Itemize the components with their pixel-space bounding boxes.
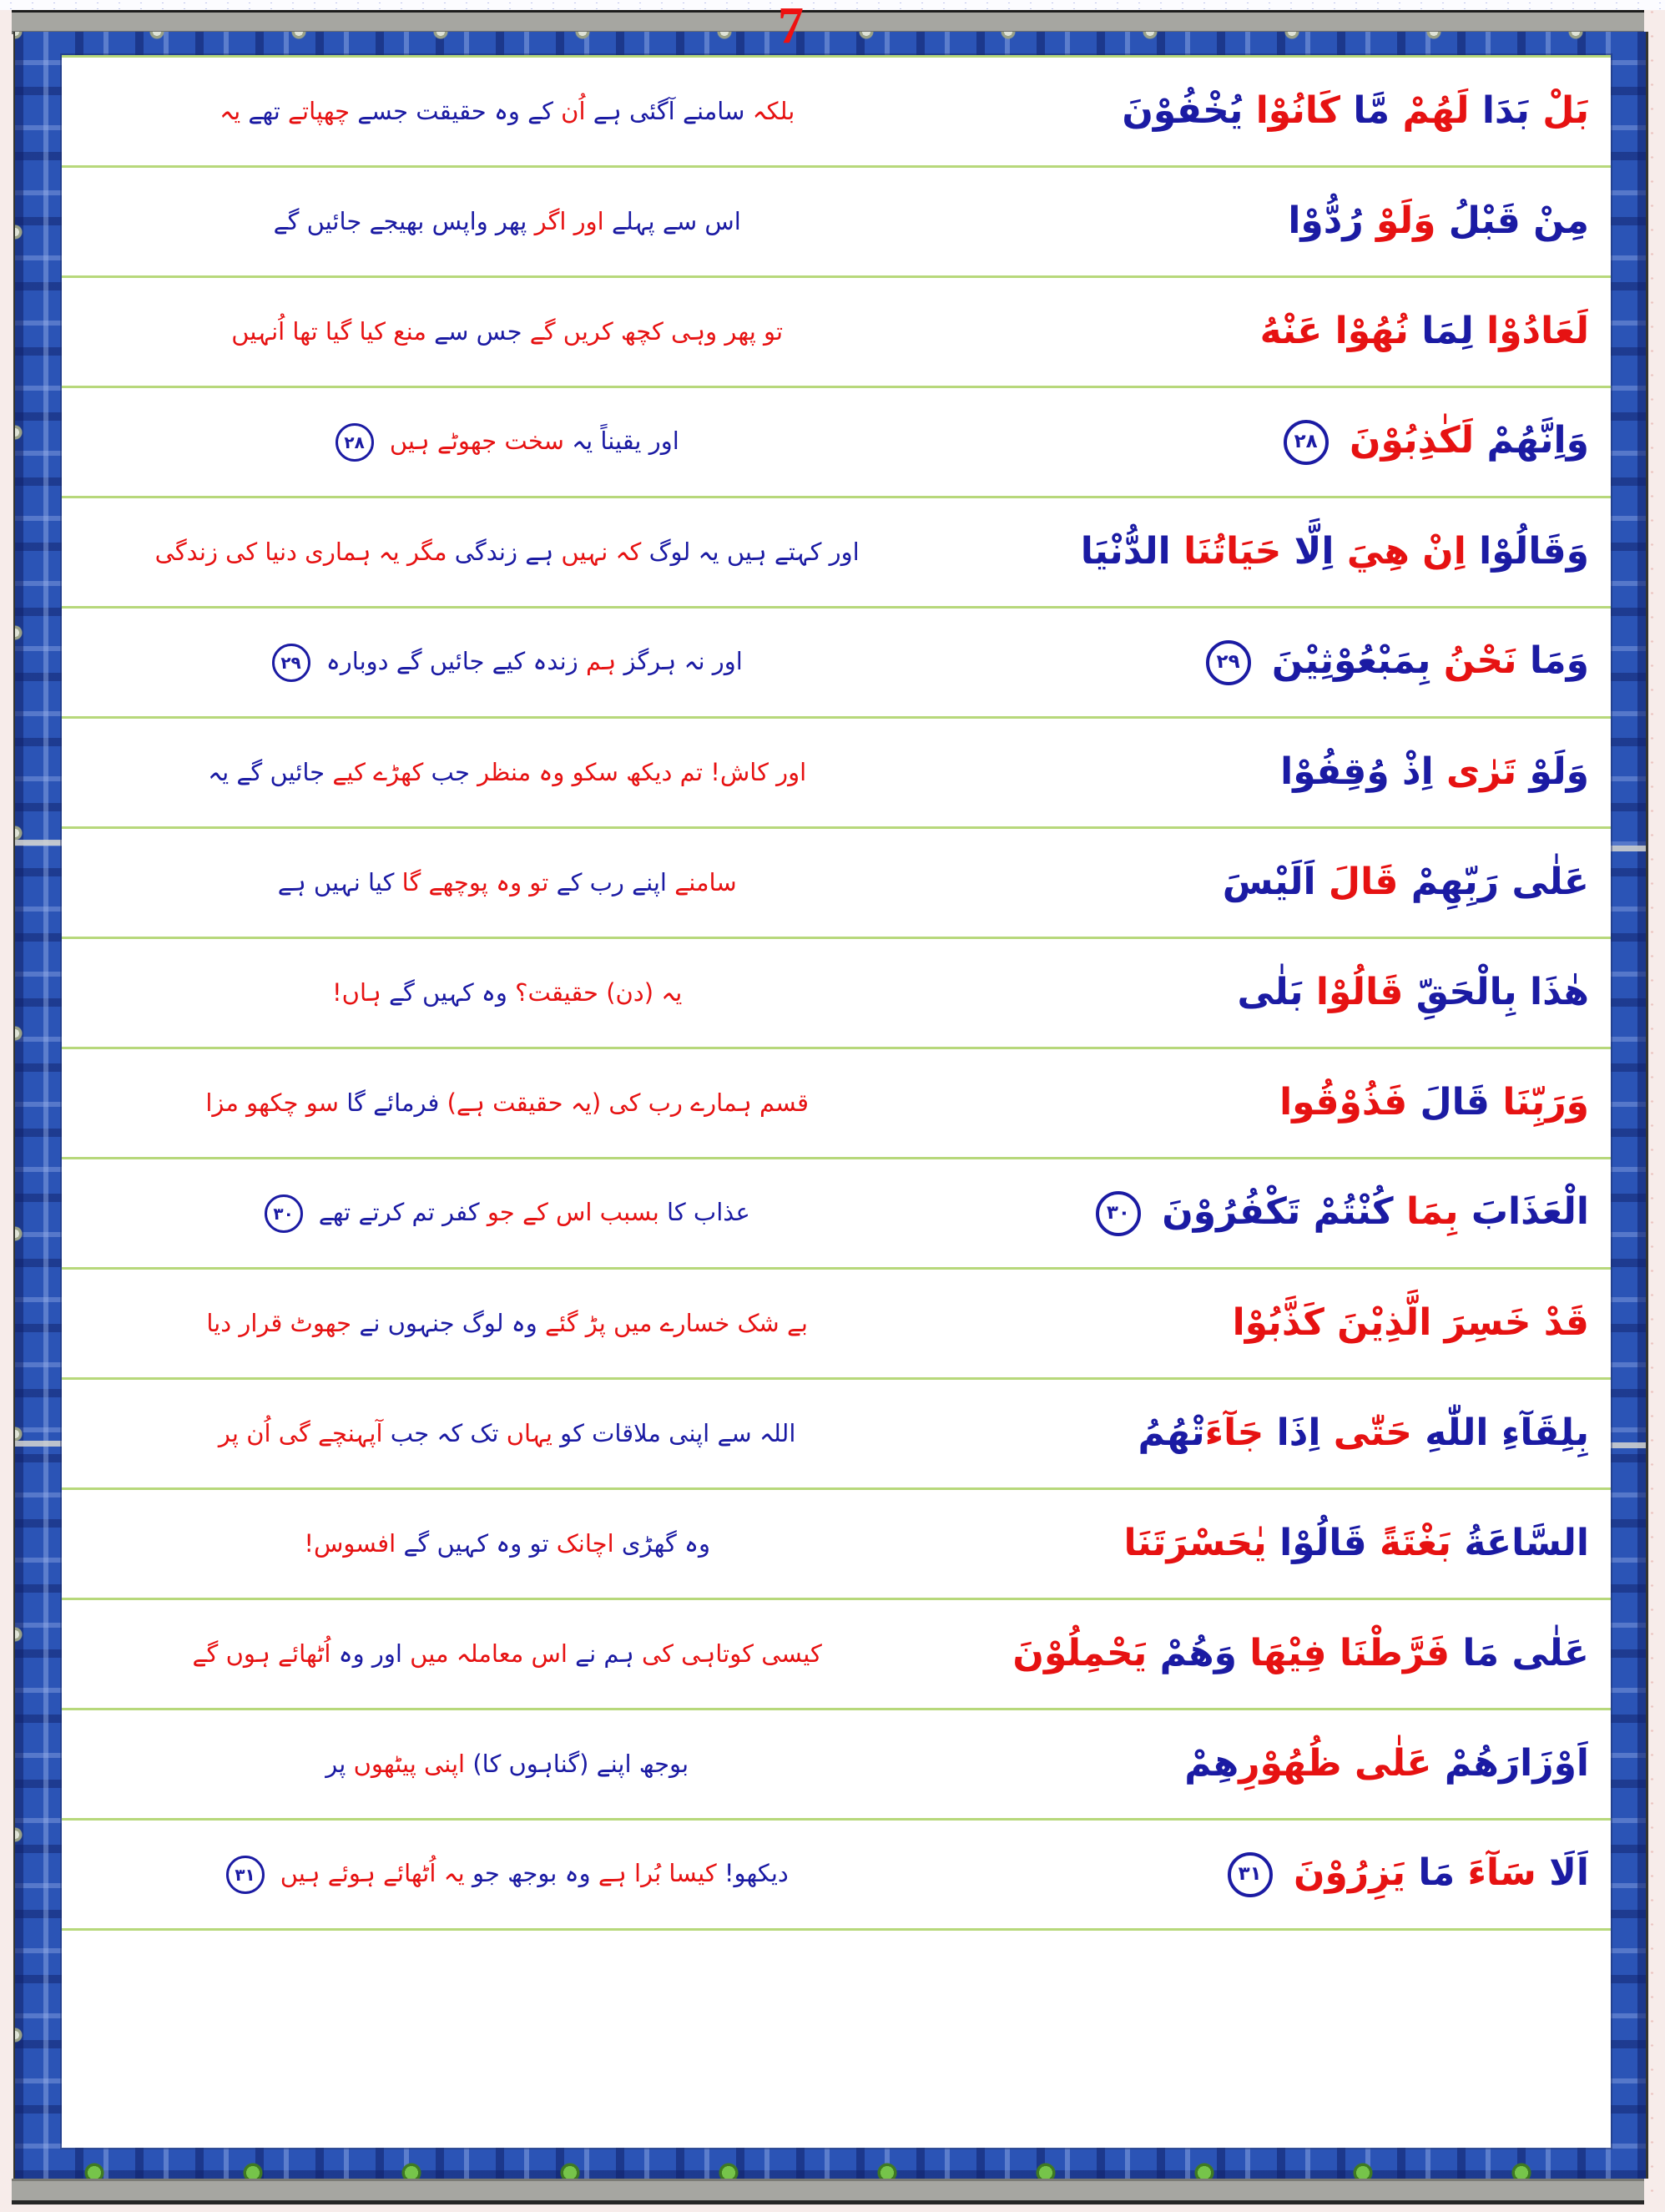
- text-segment: وَهُمْ: [1159, 1632, 1237, 1675]
- text-segment: هٰذَا بِالْحَقِّ: [1415, 971, 1589, 1014]
- text-segment: بِلِقَآءِ اللّٰهِ: [1425, 1412, 1589, 1455]
- text-segment: يَزِرُوْنَ: [1293, 1851, 1406, 1894]
- text-segment: اچانک: [556, 1529, 614, 1558]
- text-segment: قَالُوْا: [1315, 971, 1404, 1014]
- text-segment: قَدْ خَسِرَ الَّذِيْنَ كَذَّبُوْا: [1232, 1301, 1589, 1345]
- text-segment: اپنے رب کے: [556, 868, 667, 897]
- scan-seam: [15, 1441, 62, 1447]
- text-segment: نَحْنُ: [1443, 639, 1517, 682]
- text-segment: يُخْفُوْنَ: [1122, 89, 1244, 133]
- text-segment: بے شک خسارے میں پڑ گئے: [544, 1309, 809, 1338]
- text-segment: اَوْزَارَهُمْ: [1444, 1742, 1589, 1785]
- text-segment: ہے زندگی: [454, 538, 554, 567]
- text-segment: کیا نہیں ہے: [277, 868, 395, 897]
- text-segment: كُنْتُمْ تَكْفُرُوْنَ: [1162, 1189, 1394, 1233]
- arabic-verse-text: [929, 90, 1611, 133]
- text-segment: يَحْمِلُوْنَ: [1012, 1632, 1148, 1675]
- ornate-border: [13, 32, 1648, 2179]
- arabic-verse-text: [929, 1412, 1611, 1455]
- text-segment: اور یقیناً یہ: [572, 426, 679, 455]
- text-segment: اَلَا: [1549, 1851, 1589, 1894]
- verse-row: [62, 1049, 1611, 1159]
- verse-row: [62, 498, 1611, 609]
- text-segment: تھے: [248, 97, 280, 126]
- verse-rows: [62, 58, 1611, 1931]
- text-segment: جب: [431, 758, 470, 787]
- text-segment: سَآءَ: [1467, 1851, 1536, 1894]
- verse-row: [62, 278, 1611, 388]
- urdu-translation: [62, 976, 929, 1010]
- verse-row: [62, 168, 1611, 278]
- text-segment: تو وہ پوچھے گا: [401, 868, 549, 897]
- text-segment: لَعَادُوْا: [1486, 310, 1589, 353]
- text-segment: کیسا بُرا ہے: [598, 1858, 717, 1887]
- arabic-verse-text: [929, 1302, 1611, 1345]
- verse-row: [62, 939, 1611, 1049]
- text-segment: وَاِنَّهُمْ: [1486, 418, 1589, 462]
- verse-row: [62, 1380, 1611, 1490]
- text-segment: بَلٰى: [1237, 971, 1304, 1014]
- text-segment: قَالَ: [1328, 861, 1399, 904]
- text-segment: منع کیا گیا تھا اُنہیں: [231, 317, 426, 346]
- text-segment: تو وہ کہیں گے: [403, 1529, 549, 1558]
- text-segment: يٰحَسْرَتَنَا: [1123, 1522, 1267, 1565]
- text-segment: تک کہ جب: [390, 1419, 499, 1448]
- text-segment: پر: [325, 1750, 346, 1779]
- text-segment: اور کاش! تم دیکھ سکو وہ منظر: [477, 758, 807, 787]
- arabic-verse-text: [929, 311, 1611, 353]
- text-segment: اور نہ ہرگز: [623, 646, 743, 675]
- text-segment: فَذُوْقُوا: [1279, 1081, 1408, 1124]
- urdu-translation: [62, 644, 929, 682]
- text-segment: اَلَيْسَ: [1222, 861, 1316, 904]
- urdu-translation: [62, 1306, 929, 1341]
- text-segment: جائیں گے یہ: [208, 758, 325, 787]
- text-segment: قسم ہمارے رب کی (یہ حقیقت ہے): [447, 1088, 809, 1118]
- text-segment: وَلَوْ: [1376, 199, 1436, 243]
- arabic-verse-text: [929, 861, 1611, 904]
- text-segment: کہ نہیں: [561, 538, 642, 567]
- text-segment: اِذْ وُقِفُوْا: [1280, 750, 1434, 794]
- text-segment: کیسی کوتاہی کی: [641, 1639, 822, 1669]
- text-segment: قَالَ: [1420, 1081, 1490, 1124]
- text-segment: تَرٰى: [1446, 750, 1517, 794]
- text-segment: سو چکھو مزا: [205, 1088, 339, 1118]
- text-segment: وَقَالُوْا: [1479, 530, 1589, 573]
- text-segment: دیکھو!: [724, 1858, 789, 1887]
- text-segment: وَلَوْ: [1529, 750, 1589, 794]
- arabic-verse-text: [929, 751, 1611, 794]
- verse-number-circle: ۳۱: [1228, 1852, 1273, 1897]
- verse-number-circle: ۲۹: [272, 644, 310, 682]
- urdu-translation: [62, 1856, 929, 1894]
- text-segment: جھوٹ قرار دیا: [206, 1309, 352, 1338]
- text-segment: چھپاتے: [288, 97, 350, 126]
- text-segment: لَهُمْ: [1402, 89, 1470, 133]
- urdu-translation: [62, 1527, 929, 1561]
- text-segment: اور کہتے ہیں یہ لوگ: [648, 538, 860, 567]
- text-segment: بَغْتَةً: [1380, 1522, 1452, 1565]
- arabic-verse-text: [929, 1633, 1611, 1675]
- text-segment: اِلَّا: [1294, 530, 1335, 573]
- text-segment: عَلٰى ظُهُوْرِ: [1239, 1742, 1432, 1785]
- text-segment: مَّا: [1353, 89, 1390, 133]
- text-segment: الْعَذَابَ: [1471, 1189, 1589, 1233]
- text-segment: عذاب کا: [667, 1197, 750, 1226]
- text-segment: وَرَبِّنَا: [1502, 1081, 1589, 1124]
- text-segment: سامنے آگئی ہے: [593, 97, 745, 126]
- text-segment: یہاں: [506, 1419, 552, 1448]
- urdu-translation: [62, 755, 929, 790]
- verse-row: [62, 1159, 1611, 1270]
- text-segment: بِمَبْعُوْثِيْنَ: [1271, 639, 1431, 682]
- verse-number-circle: ۲۹: [1206, 640, 1251, 685]
- text-segment: تْهُمُ: [1138, 1412, 1205, 1455]
- scan-edge-top: [0, 0, 1665, 10]
- text-segment: فرمائے گا: [346, 1088, 440, 1118]
- text-segment: کفر تم کرتے تھے: [318, 1197, 480, 1226]
- page-content-area: [62, 55, 1611, 2148]
- urdu-translation: [62, 1417, 929, 1451]
- arabic-verse-text: [929, 1743, 1611, 1785]
- scan-seam: [1611, 846, 1646, 851]
- scan-seam: [15, 840, 62, 846]
- text-segment: اُن: [561, 97, 586, 126]
- urdu-translation: [62, 1194, 929, 1233]
- text-segment: لِمَا: [1421, 310, 1474, 353]
- text-segment: ہم نے: [575, 1639, 634, 1669]
- text-segment: زندہ کیے جائیں گے دوبارہ: [325, 646, 578, 675]
- bottom-frame-bar: [12, 2179, 1644, 2204]
- text-segment: سخت جھوٹے ہیں: [389, 426, 564, 455]
- text-segment: نُهُوْا عَنْهُ: [1259, 310, 1409, 353]
- text-segment: رُدُّوْا: [1288, 199, 1364, 243]
- text-segment: سامنے: [674, 868, 737, 897]
- arabic-verse-text: [929, 1082, 1611, 1124]
- text-segment: قَالُوْا: [1279, 1522, 1367, 1565]
- text-segment: وہ لوگ جنہوں نے: [359, 1309, 537, 1338]
- text-segment: بلکہ: [752, 97, 795, 126]
- text-segment: فَرَّطْنَا فِيْهَا: [1249, 1632, 1451, 1675]
- verse-row: [62, 1270, 1611, 1380]
- arabic-verse-text: [929, 640, 1611, 685]
- text-segment: ہم: [585, 646, 617, 675]
- text-segment: عَلٰى مَا: [1462, 1632, 1589, 1675]
- urdu-translation: [62, 315, 929, 349]
- text-segment: وہ کہیں گے: [389, 978, 507, 1008]
- scan-seam: [1611, 1442, 1646, 1448]
- verse-number-circle: ۲۸: [1284, 420, 1329, 465]
- arabic-verse-text: [929, 1523, 1611, 1565]
- verse-number-circle: ۳۰: [1096, 1191, 1141, 1236]
- verse-row: [62, 719, 1611, 829]
- arabic-verse-text: [929, 420, 1611, 465]
- text-segment: جس سے: [434, 317, 522, 346]
- text-segment: اس سے پہلے: [611, 207, 741, 236]
- text-segment: لَكٰذِبُوْنَ: [1349, 418, 1475, 462]
- verse-row: [62, 1600, 1611, 1710]
- urdu-translation: [62, 535, 929, 569]
- text-segment: اور وہ: [338, 1639, 402, 1669]
- verse-row: [62, 1490, 1611, 1600]
- text-segment: بِمَا: [1405, 1189, 1459, 1233]
- urdu-translation: [62, 205, 929, 239]
- urdu-translation: [62, 866, 929, 900]
- text-segment: ہاں!: [332, 978, 381, 1008]
- verse-number-circle: ۲۸: [336, 423, 374, 462]
- arabic-verse-text: [929, 1852, 1611, 1897]
- text-segment: مِنْ قَبْلُ: [1448, 199, 1589, 243]
- text-segment: کے وہ حقیقت جسے: [357, 97, 553, 126]
- text-segment: بوجھ اپنے (گناہوں کا): [472, 1750, 689, 1779]
- verse-row: [62, 829, 1611, 939]
- urdu-translation: [62, 94, 929, 129]
- text-segment: اور اگر: [534, 207, 604, 236]
- verse-row: [62, 58, 1611, 168]
- text-segment: حَتّٰى: [1333, 1412, 1412, 1455]
- arabic-verse-text: [929, 200, 1611, 243]
- text-segment: اِذَا: [1276, 1412, 1321, 1455]
- urdu-translation: [62, 423, 929, 462]
- arabic-verse-text: [929, 1191, 1611, 1236]
- text-segment: اپنی پیٹھوں: [353, 1750, 466, 1779]
- text-segment: بسبب اس کے جو: [487, 1197, 659, 1226]
- arabic-verse-text: [929, 972, 1611, 1014]
- text-segment: السَّاعَةُ: [1464, 1522, 1589, 1565]
- text-segment: بَدَا: [1481, 89, 1530, 133]
- text-segment: اِنْ هِيَ: [1346, 530, 1466, 573]
- text-segment: وَمَا: [1529, 639, 1589, 682]
- urdu-translation: [62, 1747, 929, 1781]
- text-segment: یہ اُٹھائے ہوئے ہیں: [280, 1858, 465, 1887]
- top-frame-bar: [12, 10, 1644, 34]
- text-segment: بَلْ: [1542, 89, 1589, 133]
- verse-number-circle: ۳۰: [265, 1194, 303, 1233]
- text-segment: هِمْ: [1184, 1742, 1239, 1785]
- text-segment: وہ بوجھ جو: [472, 1858, 591, 1887]
- arabic-verse-text: [929, 531, 1611, 573]
- text-segment: کھڑے کیے: [332, 758, 424, 787]
- text-segment: حَيَاتُنَا: [1183, 530, 1282, 573]
- verse-row: [62, 388, 1611, 498]
- text-segment: یہ (دن) حقیقت؟: [515, 978, 683, 1008]
- text-segment: افسوس!: [304, 1529, 396, 1558]
- text-segment: الدُّنْيَا: [1080, 530, 1171, 573]
- text-segment: پھر واپس بھیجے جائیں گے: [273, 207, 527, 236]
- verse-number-circle: ۳۱: [226, 1856, 265, 1894]
- text-segment: اس معاملہ میں: [410, 1639, 568, 1669]
- text-segment: مَا: [1418, 1851, 1456, 1894]
- text-segment: اُٹھائے ہوں گے: [192, 1639, 331, 1669]
- text-segment: عَلٰى رَبِّهِمْ: [1410, 861, 1589, 904]
- verse-row: [62, 1710, 1611, 1821]
- text-segment: یہ: [219, 97, 241, 126]
- text-segment: كَانُوْا: [1255, 89, 1341, 133]
- text-segment: اللہ سے اپنی ملاقات کو: [560, 1419, 796, 1448]
- text-segment: آپہنچے گی اُن پر: [218, 1419, 383, 1448]
- text-segment: تو پھر وہی کچھ کریں گے: [529, 317, 784, 346]
- page-number: 7: [778, 0, 804, 54]
- text-segment: جَآءَ: [1204, 1412, 1264, 1455]
- urdu-translation: [62, 1086, 929, 1120]
- text-segment: وہ گھڑی: [621, 1529, 710, 1558]
- text-segment: مگر یہ ہماری دنیا کی زندگی: [154, 538, 447, 567]
- verse-row: [62, 609, 1611, 719]
- verse-row: [62, 1821, 1611, 1931]
- urdu-translation: [62, 1637, 929, 1671]
